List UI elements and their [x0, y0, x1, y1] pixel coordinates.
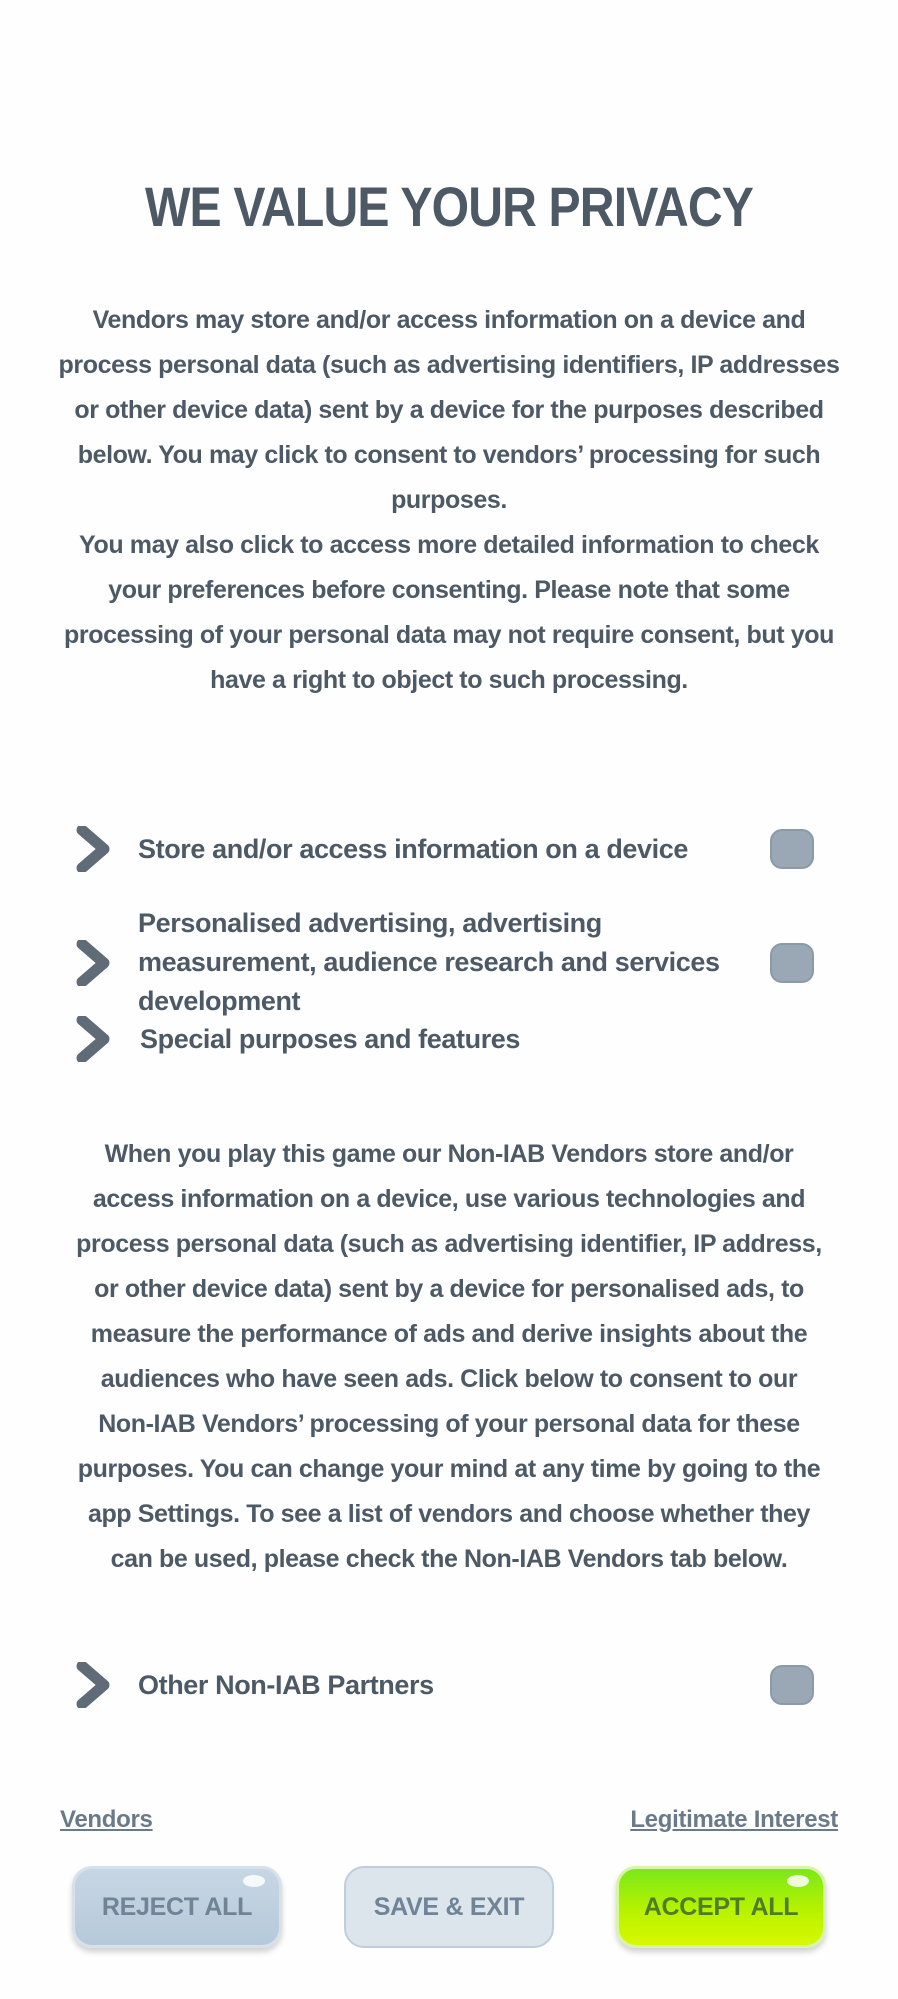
chevron-right-icon[interactable]: [74, 1662, 114, 1708]
page-title: WE VALUE YOUR PRIVACY: [144, 175, 754, 238]
save-exit-label: SAVE & EXIT: [373, 1892, 525, 1921]
purpose-row-personalised-advertising[interactable]: [74, 904, 824, 1021]
chevron-right-icon[interactable]: [74, 1016, 114, 1062]
button-shine: [243, 1875, 265, 1887]
intro-paragraph-2: You may also click to access more detailed information to check your preferences before consenting. Please note that some processing of your personal data may not require consent, but you have a right to object to such processing.: [64, 531, 834, 694]
consent-toggle[interactable]: [770, 1665, 814, 1705]
button-shine: [787, 1875, 809, 1887]
purpose-label: Special purposes and features: [140, 1023, 521, 1054]
non-iab-paragraph: When you play this game our Non-IAB Vendors store and/or access information on a device, use various technologies and process personal data (such as advertising identifier, IP address, or other device data) sent by a device for personalised ads, to measure the performance of ads and derive insights about the audiences who have seen ads. Click below to consent to our Non-IAB Vendors’ processing of your personal data for these purposes. You can change your mind at any time by going to the app Settings. To see a list of vendors and choose whether they can be used, please check the Non-IAB Vendors tab below.: [76, 1140, 822, 1573]
intro-paragraph-1: Vendors may store and/or access information on a device and process personal data (such as advertising identifiers, IP addresses or other device data) sent by a device for the purposes described below. You may click to consent to vendors’ processing for such purposes.: [58, 306, 840, 514]
purpose-label: Other Non-IAB Partners: [138, 1669, 434, 1700]
legitimate-interest-link[interactable]: Legitimate Interest: [630, 1806, 838, 1833]
purpose-label: Store and/or access information on a device: [138, 833, 688, 864]
consent-toggle[interactable]: [770, 829, 814, 869]
chevron-right-icon[interactable]: [74, 940, 114, 986]
consent-toggle[interactable]: [770, 943, 814, 983]
purpose-label: Personalised advertising, advertising measurement, audience research and services development: [138, 908, 720, 1016]
chevron-right-icon[interactable]: [74, 826, 114, 872]
save-exit-button[interactable]: [344, 1866, 554, 1948]
reject-all-label: REJECT ALL: [101, 1892, 253, 1921]
purpose-row-special-purposes[interactable]: [74, 1016, 824, 1062]
accept-all-label: ACCEPT ALL: [643, 1892, 799, 1921]
reject-all-button[interactable]: [72, 1866, 282, 1948]
purpose-row-other-non-iab-partners[interactable]: [74, 1662, 824, 1708]
vendors-link[interactable]: Vendors: [60, 1806, 153, 1833]
purpose-row-store-access[interactable]: [74, 826, 824, 872]
accept-all-button[interactable]: [616, 1866, 826, 1948]
